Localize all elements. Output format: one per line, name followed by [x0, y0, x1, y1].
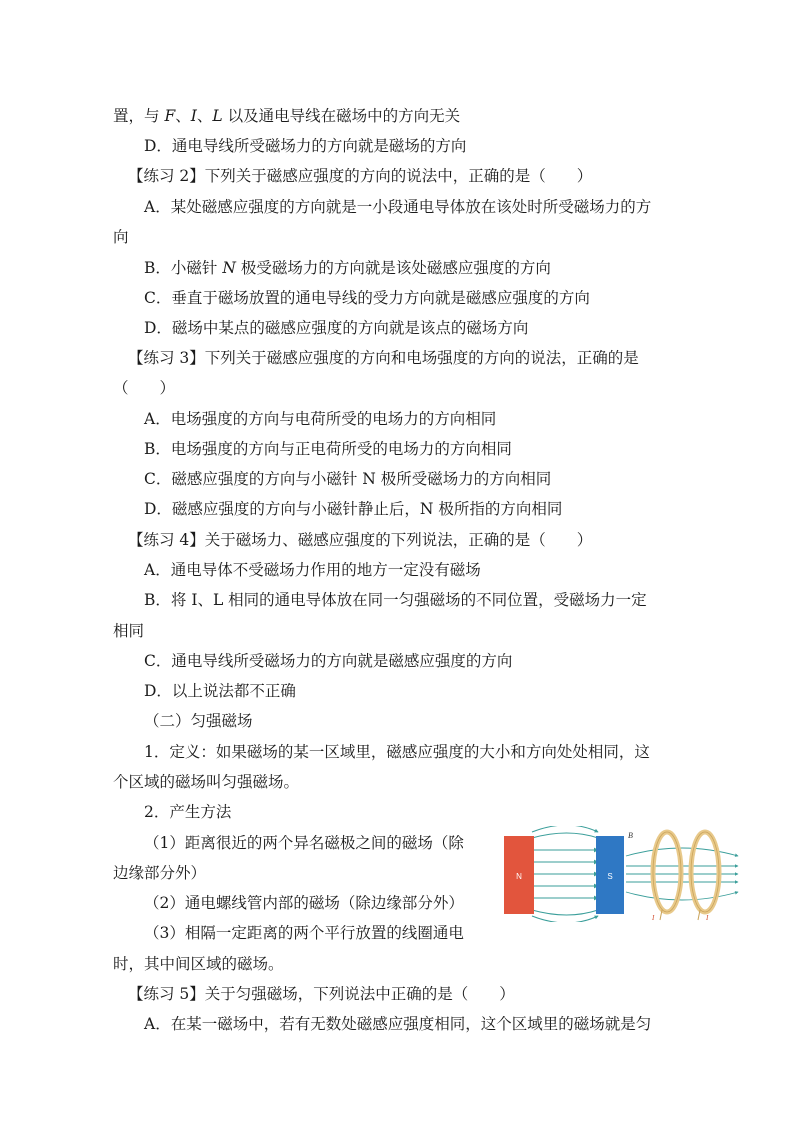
text-continuation: 个区域的磁场叫匀强磁场。 — [113, 773, 300, 791]
option-d: D．通电导线所受磁场力的方向就是磁场的方向 — [144, 137, 467, 155]
text-segment: 、 — [196, 107, 213, 125]
answer-bracket: （ ） — [113, 379, 176, 397]
magnet-diagram — [504, 826, 624, 922]
text-segment: 置，与 — [113, 107, 165, 125]
symbol-I: I — [190, 107, 197, 125]
text-continuation: 边缘部分外） — [113, 864, 207, 882]
uniform-field-figure — [502, 826, 742, 922]
symbol-F: F — [164, 107, 176, 125]
south-pole-label: S — [607, 872, 613, 881]
text-segment: 、 — [175, 107, 191, 125]
method-item-1: （1）距离很近的两个异名磁极之间的磁场（除 — [144, 834, 464, 852]
option-b — [144, 258, 551, 278]
exercise-3-title: 【练习 3】下列关于磁感应强度的方向和电场强度的方向的说法，正确的是 — [128, 349, 639, 367]
option-a: A．在某一磁场中，若有无数处磁感应强度相同，这个区域里的磁场就是匀 — [144, 1015, 652, 1033]
north-pole-label: N — [516, 872, 522, 881]
section-heading: （二）匀强磁场 — [144, 712, 253, 730]
text-continuation: 时，其中间区域的磁场。 — [113, 955, 284, 973]
subheading: 2．产生方法 — [144, 803, 232, 821]
text-line — [113, 106, 460, 126]
text-segment: B．小磁针 — [144, 259, 223, 277]
symbol-N: N — [222, 259, 236, 277]
option-c: C．垂直于磁场放置的通电导线的受力方向就是磁感应强度的方向 — [144, 289, 590, 307]
option-a: A．某处磁感应强度的方向就是一小段通电导体放在该处时所受磁场力的方 — [144, 198, 652, 216]
definition-text: 1．定义：如果磁场的某一区域里，磁感应强度的大小和方向处处相同，这 — [144, 743, 650, 761]
current-label-left: I — [652, 914, 655, 922]
symbol-L: L — [212, 107, 223, 125]
current-label-right: I — [706, 914, 709, 922]
option-a: A．电场强度的方向与电荷所受的电场力的方向相同 — [144, 410, 497, 428]
text-continuation: 相同 — [113, 622, 145, 640]
option-d: D．磁场中某点的磁感应强度的方向就是该点的磁场方向 — [144, 319, 529, 337]
text-segment: 极受磁场力的方向就是该处磁感应强度的方向 — [235, 259, 551, 277]
text-continuation: 向 — [113, 228, 129, 246]
text-segment: 以及通电导线在磁场中的方向无关 — [222, 107, 461, 125]
field-b-label: B — [628, 831, 633, 840]
option-c: C．通电导线所受磁场力的方向就是磁感应强度的方向 — [144, 652, 513, 670]
option-a: A．通电导体不受磁场力作用的地方一定没有磁场 — [144, 561, 481, 579]
coil-diagram — [626, 831, 738, 922]
option-d: D．磁感应强度的方向与小磁针静止后，N 极所指的方向相同 — [144, 500, 563, 518]
option-b: B．将 I、L 相同的通电导体放在同一匀强磁场的不同位置，受磁场力一定 — [144, 591, 647, 609]
exercise-5-title: 【练习 5】关于匀强磁场，下列说法中正确的是（ ） — [128, 985, 515, 1003]
method-item-3: （3）相隔一定距离的两个平行放置的线圈通电 — [144, 924, 464, 942]
method-item-2: （2）通电螺线管内部的磁场（除边缘部分外） — [144, 894, 464, 912]
exercise-4-title: 【练习 4】关于磁场力、磁感应强度的下列说法，正确的是（ ） — [128, 531, 593, 549]
option-b: B．电场强度的方向与正电荷所受的电场力的方向相同 — [144, 440, 512, 458]
option-d: D．以上说法都不正确 — [144, 682, 296, 700]
exercise-2-title: 【练习 2】下列关于磁感应强度的方向的说法中，正确的是（ ） — [128, 167, 593, 185]
option-c: C．磁感应强度的方向与小磁针 N 极所受磁场力的方向相同 — [144, 470, 552, 488]
